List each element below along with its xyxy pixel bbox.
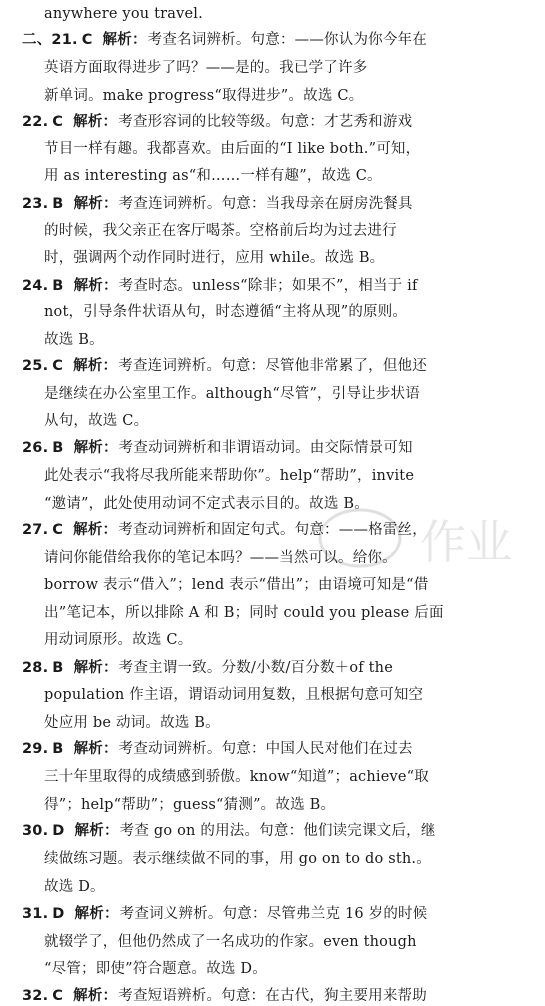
question-line [0,112,523,132]
answer-letter: C [52,114,64,130]
answer-letter: C [52,988,64,1004]
analysis-label: 解析： [73,988,118,1004]
answer-letter: C [81,32,93,48]
text-line [0,603,545,623]
question-line [0,739,523,759]
text-line [0,4,545,24]
text-line [0,139,545,159]
question-number: 24. [22,278,49,294]
line-text: 从句，故选 C。 [44,413,149,429]
line-text: 的时候，我父亲正在客厅喝茶。空格前后均为过去进行 [44,223,397,239]
question-line [0,520,523,540]
line-text: 英语方面取得进步了吗？——是的。我已学了许多 [44,60,368,76]
line-text: “邀请”，此处使用动词不定式表示目的。故选 B。 [44,496,369,512]
text-line [0,248,545,268]
analysis-text: 考查时态。unless“除非；如果不”，相当于 if [118,278,418,294]
answer-letter: B [52,440,64,456]
text-line [0,685,545,705]
analysis-label: 解析： [73,522,118,538]
answer-letter: D [52,906,65,922]
svg-text:作业: 作业 [420,515,512,569]
section-number: 二、 [22,32,52,48]
answer-letter: C [52,522,64,538]
text-line [0,795,545,815]
question-line [0,356,523,376]
line-text: 故选 B。 [44,332,104,348]
answer-letter: B [52,660,64,676]
text-line [0,86,545,106]
text-line [0,877,545,897]
analysis-text: 考查词义辨析。句意：尽管弗兰克 16 岁的时候 [119,906,428,922]
text-line [0,849,545,869]
analysis-label: 解析： [74,823,119,839]
text-line [0,932,545,952]
analysis-text: 考查动词辨析和非谓语动词。由交际情景可知 [118,440,413,456]
line-text: 节目一样有趣。我都喜欢。由后面的“I like both.”可知， [44,141,421,157]
text-line [0,330,545,350]
question-number: 32. [22,988,49,1004]
analysis-label: 解析： [73,358,118,374]
question-line [0,904,523,924]
text-line [0,58,545,78]
question-number: 25. [22,358,49,374]
analysis-label: 解析： [102,32,147,48]
answer-letter: B [52,196,64,212]
line-text: 用动词原形。故选 C。 [44,632,193,648]
line-text: 处应用 be 动词。故选 B。 [44,715,220,731]
line-text: 出”笔记本，所以排除 A 和 B；同时 could you please 后面 [44,605,444,621]
analysis-label: 解析： [74,906,119,922]
text-line [0,466,545,486]
line-text: 是继续在办公室里工作。although“尽管”，引导让步状语 [44,386,420,402]
question-number: 27. [22,522,49,538]
analysis-text: 考查名词辨析。句意：——你认为你今年在 [147,32,427,48]
analysis-label: 解析： [73,278,118,294]
question-line [0,986,523,1006]
question-number: 21. [51,32,78,48]
line-text: population 作主语，谓语动词用复数，且根据句意可知空 [44,687,424,703]
analysis-text: 考查连词辨析。句意：尽管他非常累了，但他还 [118,358,427,374]
line-text: 时，强调两个动作同时进行，应用 while。故选 B。 [44,250,385,266]
answer-letter: B [52,278,64,294]
line-text: borrow 表示“借入”；lend 表示“借出”；由语境可知是“借 [44,577,429,593]
text-line [0,411,545,431]
question-line [0,194,523,214]
analysis-label: 解析： [73,440,118,456]
text-line [0,166,545,186]
line-text: 就辍学了，但他仍然成了一名成功的作家。even though [44,934,417,950]
text-line [0,384,545,404]
analysis-text: 考查动词辨析和固定句式。句意：——格雷丝， [118,522,427,538]
line-text: 用 as interesting as“和……一样有趣”，故选 C。 [44,168,382,184]
answer-letter: B [52,741,64,757]
line-text: 故选 D。 [44,879,105,895]
line-text: 新单词。make progress“取得进步”。故选 C。 [44,88,364,104]
question-number: 28. [22,660,49,676]
text-line [0,221,545,241]
analysis-label: 解析： [73,114,118,130]
analysis-text: 考查主谓一致。分数/小数/百分数＋of the [118,660,393,676]
question-number: 30. [22,823,49,839]
text-line [0,548,545,568]
analysis-label: 解析： [73,660,118,676]
question-number: 31. [22,906,49,922]
text-line [0,575,545,595]
line-text: 此处表示“我将尽我所能来帮助你”。help“帮助”，invite [44,468,415,484]
question-number: 29. [22,741,49,757]
line-text: anywhere you travel. [44,6,203,22]
line-text: 得”；help“帮助”；guess“猜测”。故选 B。 [44,797,336,813]
question-line [0,30,523,50]
text-line [0,713,545,733]
text-line [0,767,545,787]
question-line [0,276,523,296]
analysis-text: 考查连词辨析。句意：当我母亲在厨房洗餐具 [118,196,413,212]
question-number: 26. [22,440,49,456]
line-text: not，引导条件状语从句，时态遵循“主将从现”的原则。 [44,304,408,320]
line-text: 续做练习题。表示继续做不同的事，用 go on to do sth.。 [44,851,431,867]
text-line [0,959,545,979]
line-text: “尽管；即使”符合题意。故选 D。 [44,961,267,977]
text-line [0,302,545,322]
text-line [0,630,545,650]
analysis-text: 考查短语辨析。句意：在古代，狗主要用来帮助 [118,988,427,1004]
question-number: 23. [22,196,49,212]
question-line [0,438,523,458]
analysis-label: 解析： [73,196,118,212]
question-line [0,821,523,841]
analysis-text: 考查 go on 的用法。句意：他们读完课文后，继 [119,823,436,839]
analysis-text: 考查形容词的比较等级。句意：才艺秀和游戏 [118,114,413,130]
question-line [0,658,523,678]
line-text: 三十年里取得的成绩感到骄傲。know“知道”；achieve“取 [44,769,429,785]
analysis-label: 解析： [73,741,118,757]
answer-letter: C [52,358,64,374]
text-line [0,494,545,514]
line-text: 请问你能借给我你的笔记本吗？——当然可以。给你。 [44,550,397,566]
question-number: 22. [22,114,49,130]
answer-letter: D [52,823,65,839]
analysis-text: 考查动词辨析。句意：中国人民对他们在过去 [118,741,413,757]
